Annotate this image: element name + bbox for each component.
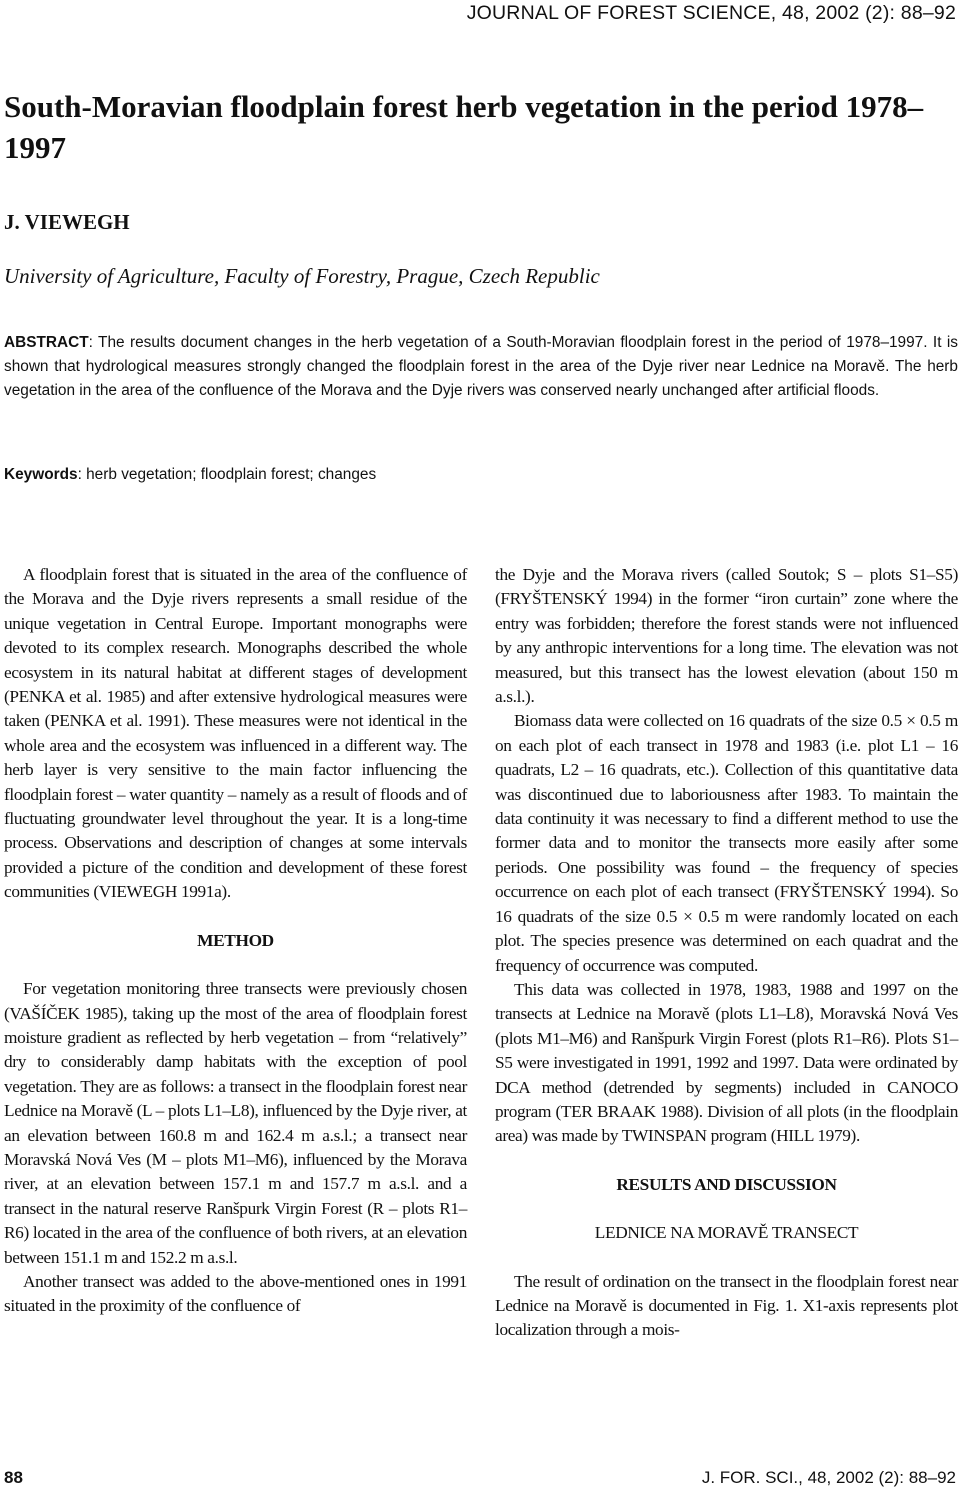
method-heading: METHOD xyxy=(197,930,274,950)
keywords-label: Keywords xyxy=(4,466,78,483)
method-paragraph-5: This data was collected in 1978, 1983, 1988 and 1997 on the transects at Lednice na Moravě (plots L1–L8), Moravská Nová Ves (plots M1–M6) and Ranšpurk Virgin Forest (plots R1–R6). Plots S1–S5 were investigated in 1991, 1992 and 1997. Data were ordinated by DCA method (detrended by segments) included in CANOCO program (TER BRAAK 1988). Division of all plots (in the floodplain area) was made by TWINSPAN program (HILL 1979). xyxy=(495,979,958,1146)
page-number: 88 xyxy=(4,1468,23,1487)
transect-subheading: LEDNICE NA MORAVĚ TRANSECT xyxy=(594,1223,859,1243)
intro-paragraph: A floodplain forest that is situated in the area of the confluence of the Morava and the Dyje rivers represents a small residue of the unique vegetation in Central Europe. Important monographs were devoted to its complex research. Monographs described the whole ecosystem in its natural habitat at different stages of development (PENKA et al. 1985) and after extensive hydrological measures were taken (PENKA et al. 1991). These measures were not identical in the whole area and the ecosystem was influenced in a different way. The herb layer is very sensitive to the main factor influencing the floodplain forest – water quantity – namely as a result of floods and of fluctuating groundwater level throughout the year. It is a long-time process. Observations and description of changes at some intervals provided a picture of the condition and development of these forest communities (VIEWEGH 1991a). xyxy=(4,565,467,902)
method-paragraph-1: For vegetation monitoring three transects were previously chosen (VAŠÍČEK 1985), taking up the most of the area of floodplain forest moisture gradient as reflected by herb vegetation – from “relatively” dry to considerably damp habitats with the exception of pool vegetation. They are as follows: a transect in the floodplain forest near Lednice na Moravě (L – plots L1–L8), influenced by the Dyje river, at an elevation between 160.8 m and 162.4 m a.s.l.; a transect near Moravská Nová Ves (M – plots M1–M6), influenced by the Morava river, at an elevation between 157.1 m and 157.7 m a.s.l. and a transect in the natural reserve Ranšpurk Virgin Forest (R – plots R1–R6) located in the area of the confluence of both rivers, at an elevation between 151.1 m and 152.2 m a.s.l. xyxy=(4,979,467,1267)
journal-header: JOURNAL OF FOREST SCIENCE, 48, 2002 (2): 88–92 xyxy=(466,2,956,24)
abstract-label: ABSTRACT xyxy=(4,334,89,351)
body-column-left xyxy=(4,563,467,1319)
results-heading: RESULTS AND DISCUSSION xyxy=(616,1174,837,1194)
affiliation: University of Agriculture, Faculty of Forestry, Prague, Czech Republic xyxy=(4,264,600,288)
results-paragraph-1: The result of ordination on the transect in the floodplain forest near Lednice na Moravě is documented in Fig. 1. X1-axis represents plot localization through a mois- xyxy=(495,1271,958,1340)
author: J. VIEWEGH xyxy=(4,210,130,234)
article-title: South-Moravian floodplain forest herb vegetation in the period 1978–1997 xyxy=(4,89,924,165)
abstract xyxy=(4,331,958,403)
method-paragraph-3: the Dyje and the Morava rivers (called Soutok; S – plots S1–S5) (FRYŠTENSKÝ 1994) in the former “iron curtain” zone where the entry was forbidden; therefore the forest stands were not influenced by any anthropic interventions for a long time. The elevation was not measured, but this transect has the lowest elevation (about 150 m a.s.l.). xyxy=(495,565,958,707)
keywords-text: : herb vegetation; floodplain forest; changes xyxy=(77,466,377,483)
footer-citation: J. FOR. SCI., 48, 2002 (2): 88–92 xyxy=(701,1468,956,1487)
keywords xyxy=(4,466,376,484)
body-column-right xyxy=(495,563,958,1343)
method-paragraph-2: Another transect was added to the above-mentioned ones in 1991 situated in the proximity of the confluence of xyxy=(4,1271,467,1316)
method-paragraph-4: Biomass data were collected on 16 quadrats of the size 0.5 × 0.5 m on each plot of each transect in 1978 and 1983 (i.e. plot L1 – 16 quadrats, L2 – 16 quadrats, etc.). Collection of this quantitative data was discontinued due to laboriousness after 1983. To maintain the data continuity it was necessary to find a different method to use the former data and to monitor the transects more easily after some periods. One possibility was found – the frequency of species occurrence on each plot of each transect (FRYŠTENSKÝ 1994). So 16 quadrats of the size 0.5 × 0.5 m were randomly located on each plot. The species presence was determined on each quadrat and the frequency of occurrence was computed. xyxy=(495,711,958,975)
abstract-text: : The results document changes in the herb vegetation of a South-Moravian floodplain forest in the period of 1978–1997. It is shown that hydrological measures strongly changed the floodplain forest in the area of the Dyje river near Lednice na Moravě. The herb vegetation in the area of the confluence of the Morava and the Dyje rivers was conserved nearly unchanged after artificial floods. xyxy=(4,334,958,399)
